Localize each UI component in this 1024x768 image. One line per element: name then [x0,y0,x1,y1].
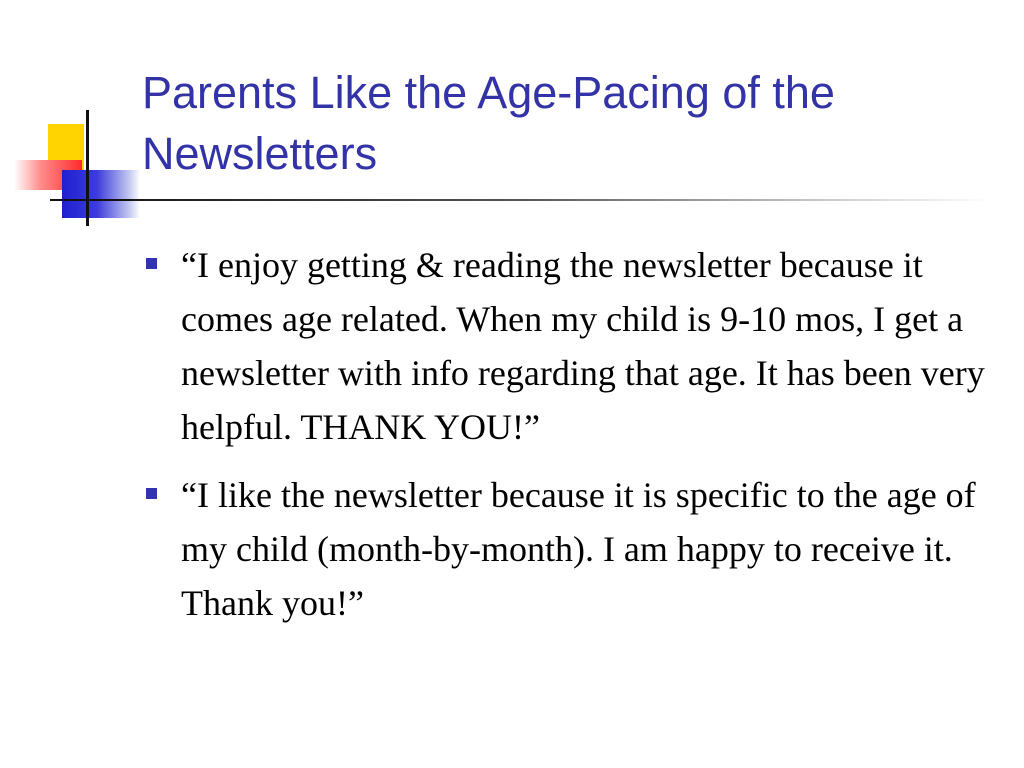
blue-square-decoration [62,170,140,218]
square-bullet-icon [146,258,157,269]
bullet-list [146,238,996,644]
bullet-item [146,238,996,454]
bullet-text: “I enjoy getting & reading the newsletter because it comes age related. When my child is 9-10 mos, I get a newsletter with info regarding that age. It has been very helpful. THANK YOU!” [181,245,985,447]
slide-title: Parents Like the Age-Pacing of the Newsletters [142,67,835,179]
vertical-line-decoration [86,110,89,226]
title-underline [132,199,992,201]
horizontal-line-decoration [50,199,142,201]
bullet-text: “I like the newsletter because it is specific to the age of my child (month-by-month). I am happy to receive it. Thank you!” [181,475,976,623]
bullet-item [146,468,996,630]
corner-decoration [0,0,140,235]
square-bullet-icon [146,488,157,499]
